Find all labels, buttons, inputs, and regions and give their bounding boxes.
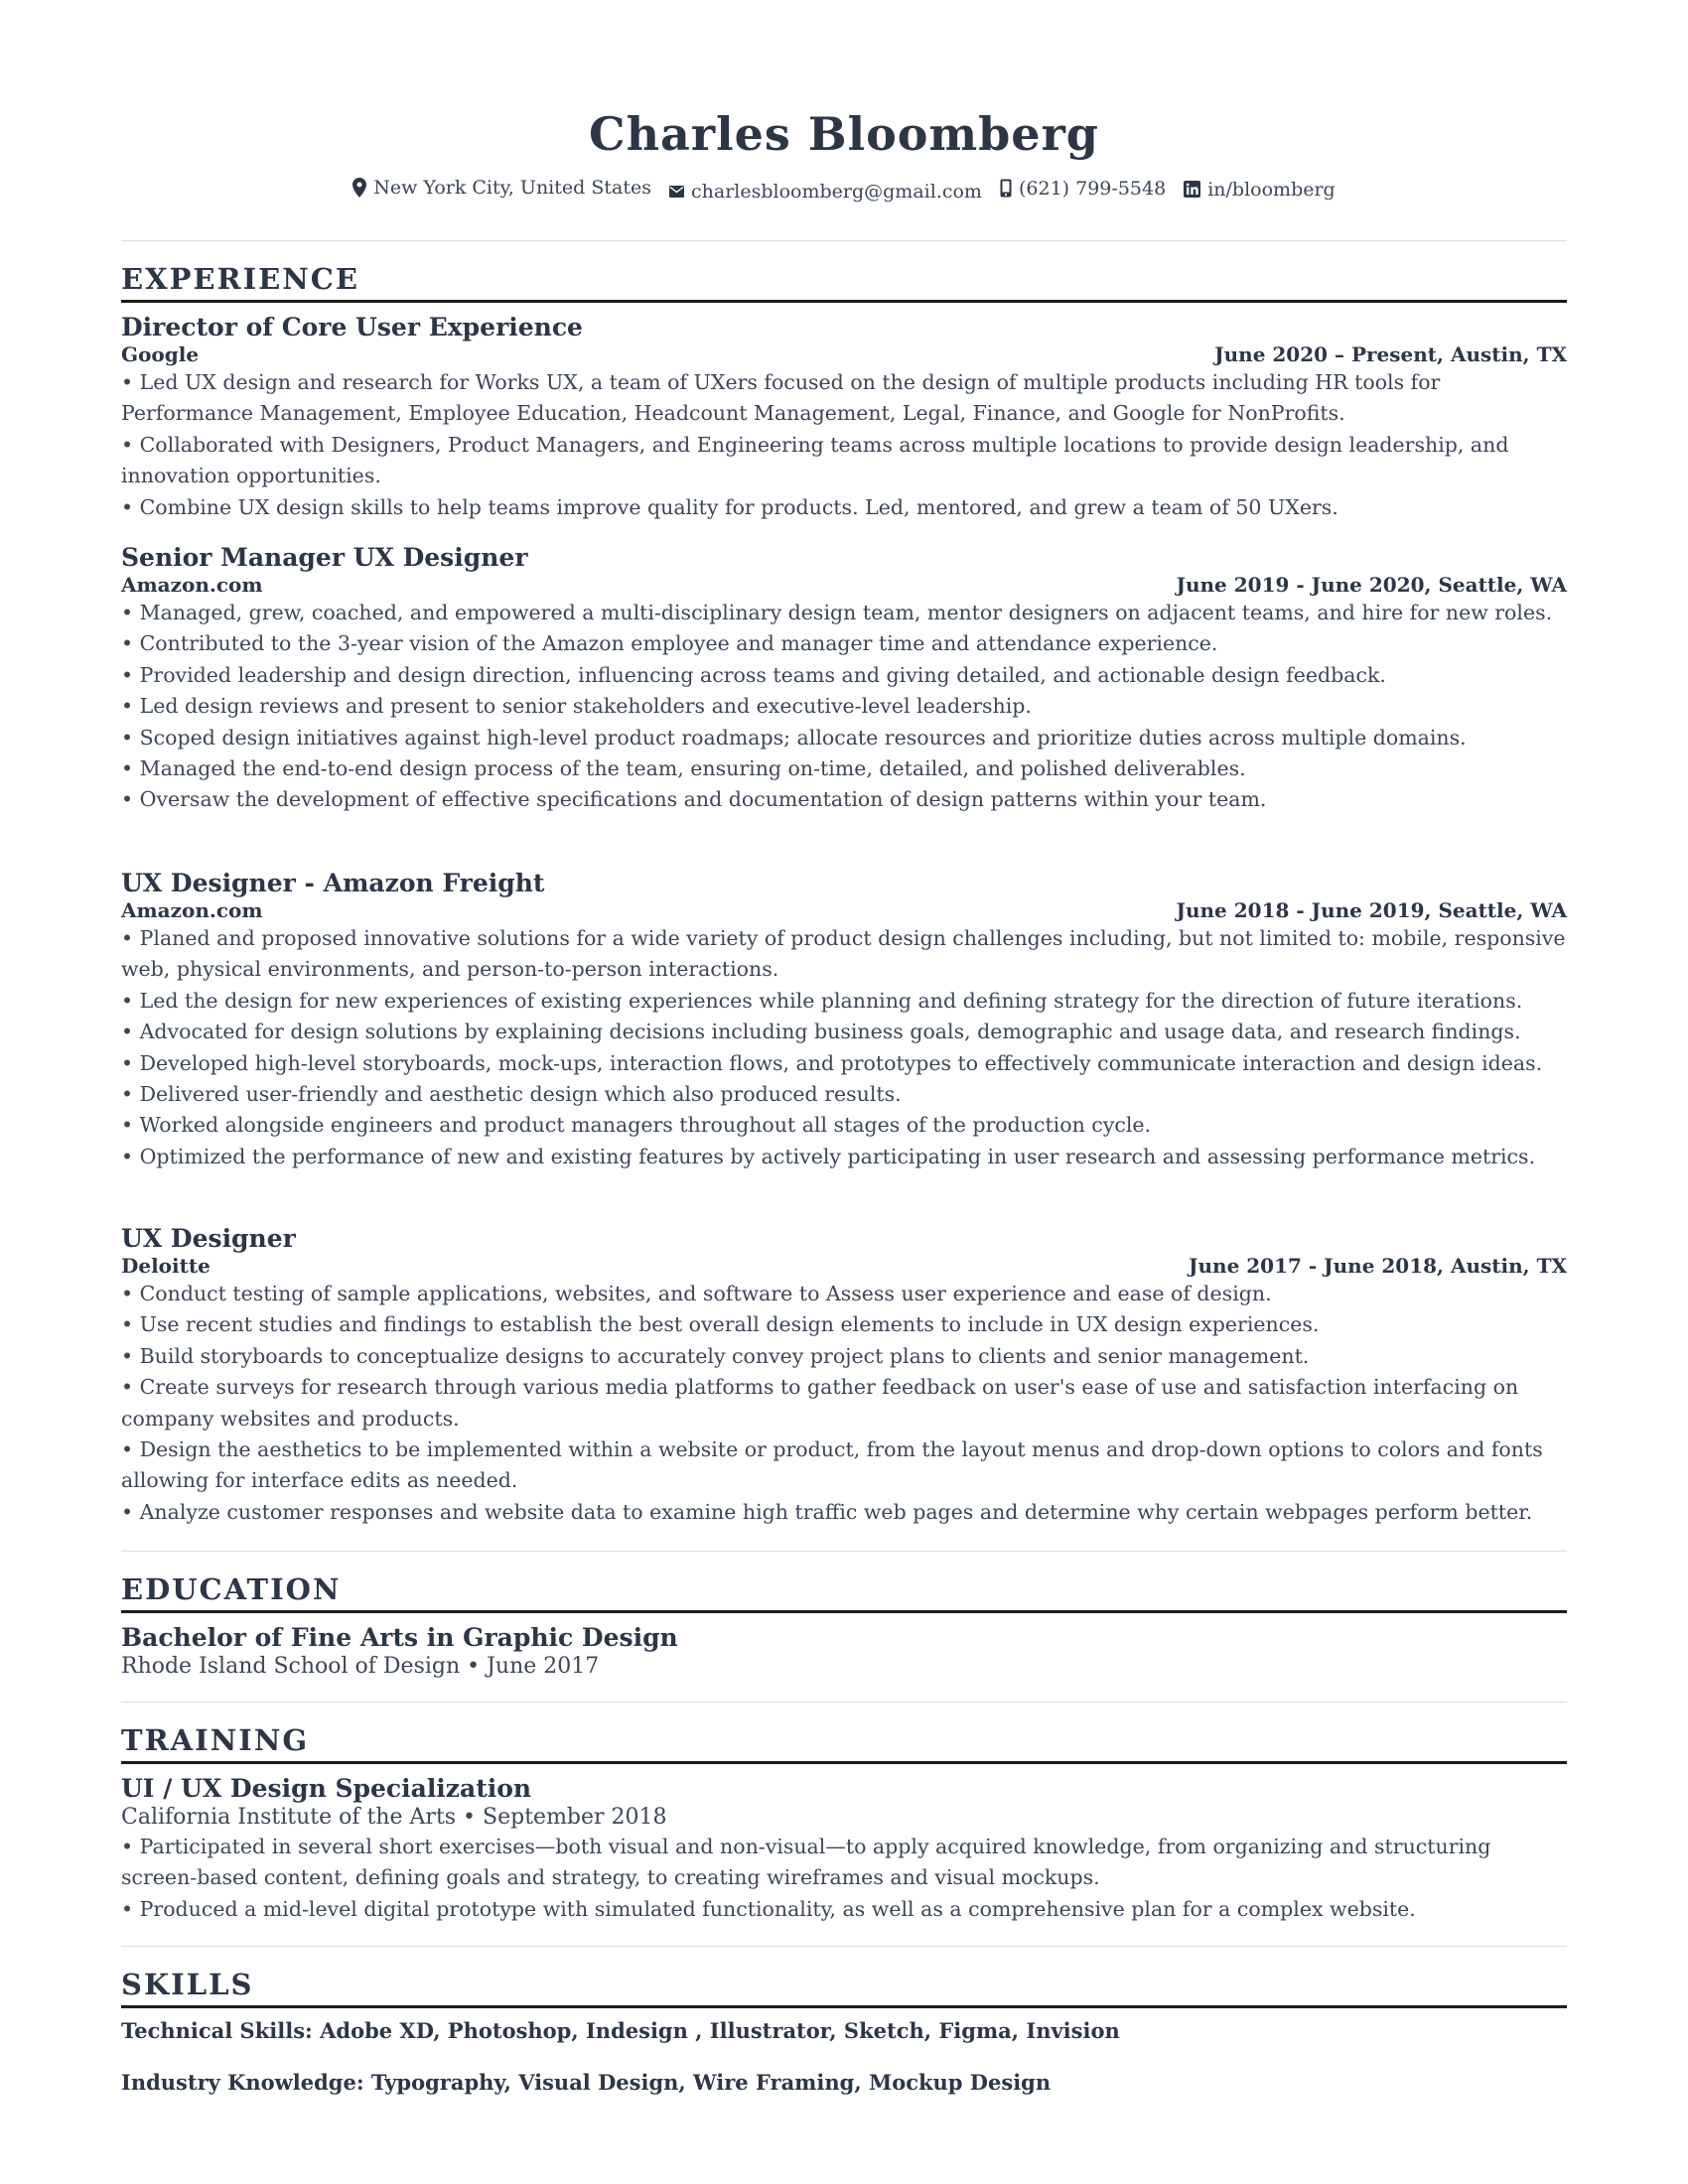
bullet-item: • Use recent studies and findings to establish the best overall design elements to include in UX design experiences.: [121, 1312, 1320, 1337]
education-divider: [121, 1702, 1567, 1703]
experience-heading: EXPERIENCE: [121, 262, 359, 296]
company-name: Google: [121, 342, 200, 366]
email-text[interactable]: charlesbloomberg@gmail.com: [691, 181, 982, 203]
job-subheader: [121, 342, 1567, 367]
skills-rule: [121, 2005, 1567, 2008]
training-divider: [121, 1946, 1567, 1947]
bullet-item: • Conduct testing of sample applications, websites, and software to Assess user experience and ease of design.: [121, 1282, 1272, 1305]
job-dates-location: June 2019 - June 2020, Seattle, WA: [1176, 573, 1567, 597]
bullet-item: • Managed the end-to-end design process of the team, ensuring on-time, detailed, and polished deliverables.: [121, 756, 1246, 781]
school-details: Rhode Island School of Design • June 2017: [121, 1654, 600, 1679]
training-bullets: [121, 1832, 1567, 1925]
company-name: Amazon.com: [121, 573, 263, 597]
experience-entry-2: [121, 543, 1567, 816]
bullet-item: • Participated in several short exercises—both visual and non-visual—to apply acquired knowledge, from organizing and structuring screen-based content, defining goals and strategy, to creating wireframes and visual mockups.: [121, 1835, 1491, 1890]
bullet-item: • Scoped design initiatives against high-level product roadmaps; allocate resources and prioritize duties across multiple domains.: [121, 725, 1467, 750]
training-title: UI / UX Design Specialization: [121, 1774, 532, 1803]
job-title: Senior Manager UX Designer: [121, 543, 528, 572]
company-name: Deloitte: [121, 1254, 211, 1278]
job-subheader: [121, 898, 1567, 923]
skills-heading: SKILLS: [121, 1968, 254, 2001]
experience-entry-3: [121, 869, 1567, 1172]
bullet-item: • Led UX design and research for Works UX, a team of UXers focused on the design of multiple products including HR tools for Performance Management, Employee Education, Headcount Management, Legal, Finance, and Google for NonProfits.: [121, 370, 1441, 426]
technical-skills: Technical Skills: Adobe XD, Photoshop, Indesign , Illustrator, Sketch, Figma, Invision: [121, 2018, 1120, 2043]
education-entry: [121, 1623, 1567, 1681]
bullet-item: • Delivered user-friendly and aesthetic design which also produced results.: [121, 1082, 902, 1107]
contact-location: [352, 177, 651, 199]
training-rule: [121, 1761, 1567, 1764]
bullet-item: • Contributed to the 3-year vision of the Amazon employee and manager time and attendance experience.: [121, 631, 1218, 656]
bullet-item: • Build storyboards to conceptualize designs to accurately convey project plans to clients and senior management.: [121, 1343, 1310, 1368]
bullet-item: • Optimized the performance of new and existing features by actively participating in user research and assessing performance metrics.: [121, 1144, 1536, 1168]
training-details: California Institute of the Arts • September 2018: [121, 1805, 667, 1830]
contact-phone[interactable]: [1000, 178, 1166, 200]
bullet-item: • Advocated for design solutions by explaining decisions including business goals, demographic and usage data, and research findings.: [121, 1020, 1521, 1044]
bullet-item: • Managed, grew, coached, and empowered a multi-disciplinary design team, mentor designers on adjacent teams, and hire for new roles.: [121, 601, 1553, 624]
candidate-name: Charles Bloomberg: [589, 107, 1099, 161]
job-bullets: [121, 367, 1567, 523]
bullet-item: • Create surveys for research through various media platforms to gather feedback on user's ease of use and satisfaction interfacing on company websites and products.: [121, 1375, 1519, 1431]
linkedin-text[interactable]: in/bloomberg: [1207, 178, 1336, 201]
bullet-item: • Developed high-level storyboards, mock-ups, interaction flows, and prototypes to effectively communicate interaction and design ideas.: [121, 1050, 1543, 1075]
training-entry: [121, 1774, 1567, 1925]
bullet-item: • Design the aesthetics to be implemented within a website or product, from the layout menus and drop-down options to colors and fonts allowing for interface edits as needed.: [121, 1437, 1543, 1493]
education-rule: [121, 1610, 1567, 1613]
experience-entry-4: [121, 1224, 1567, 1528]
degree-title: Bachelor of Fine Arts in Graphic Design: [121, 1623, 678, 1652]
linkedin-icon: [1184, 181, 1200, 198]
company-name: Amazon.com: [121, 898, 263, 922]
bullet-item: • Led the design for new experiences of existing experiences while planning and defining strategy for the direction of future iterations.: [121, 988, 1523, 1013]
map-pin-icon: [352, 178, 366, 198]
bullet-item: • Analyze customer responses and website data to examine high traffic web pages and determine why certain webpages perform better.: [121, 1499, 1533, 1524]
job-dates-location: June 2017 - June 2018, Austin, TX: [1189, 1254, 1567, 1278]
bullet-item: • Planed and proposed innovative solutions for a wide variety of product design challenges including, but not limited to: mobile, responsive web, physical environments, and person-to-person interactions.: [121, 926, 1566, 982]
job-subheader: [121, 1254, 1567, 1279]
experience-rule: [121, 300, 1567, 303]
job-subheader: [121, 573, 1567, 598]
job-title: Director of Core User Experience: [121, 313, 583, 341]
industry-knowledge: Industry Knowledge: Typography, Visual Design, Wire Framing, Mockup Design: [121, 2070, 1052, 2095]
training-heading: TRAINING: [121, 1723, 310, 1757]
experience-divider: [121, 1551, 1567, 1552]
job-title: UX Designer: [121, 1224, 296, 1253]
education-heading: EDUCATION: [121, 1572, 342, 1606]
bullet-item: • Led design reviews and present to senior stakeholders and executive-level leadership.: [121, 694, 1032, 719]
bullet-item: • Produced a mid-level digital prototype with simulated functionality, as well as a comprehensive plan for a complex website.: [121, 1896, 1416, 1921]
header-divider: [121, 240, 1567, 241]
job-bullets: [121, 923, 1567, 1172]
contact-email[interactable]: [669, 181, 982, 203]
job-dates-location: June 2020 – Present, Austin, TX: [1214, 342, 1567, 366]
experience-entry-1: [121, 313, 1567, 523]
bullet-item: • Collaborated with Designers, Product Managers, and Engineering teams across multiple locations to provide design leadership, and innovation opportunities.: [121, 432, 1509, 488]
contact-linkedin[interactable]: [1184, 179, 1336, 201]
bullet-item: • Oversaw the development of effective specifications and documentation of design patterns within your team.: [121, 787, 1267, 812]
job-title: UX Designer - Amazon Freight: [121, 869, 545, 897]
job-dates-location: June 2018 - June 2019, Seattle, WA: [1176, 898, 1567, 922]
phone-text[interactable]: (621) 799-5548: [1019, 177, 1167, 200]
job-bullets: [121, 598, 1567, 816]
bullet-item: • Provided leadership and design direction, influencing across teams and giving detailed, and actionable design feedback.: [121, 662, 1386, 687]
bullet-item: • Worked alongside engineers and product managers throughout all stages of the production cycle.: [121, 1113, 1152, 1138]
location-text: New York City, United States: [373, 177, 651, 199]
envelope-icon: [669, 186, 684, 198]
bullet-item: • Combine UX design skills to help teams improve quality for products. Led, mentored, and grew a team of 50 UXers.: [121, 494, 1338, 519]
job-bullets: [121, 1279, 1567, 1528]
contact-bar: [121, 177, 1567, 203]
mobile-phone-icon: [1000, 179, 1012, 198]
